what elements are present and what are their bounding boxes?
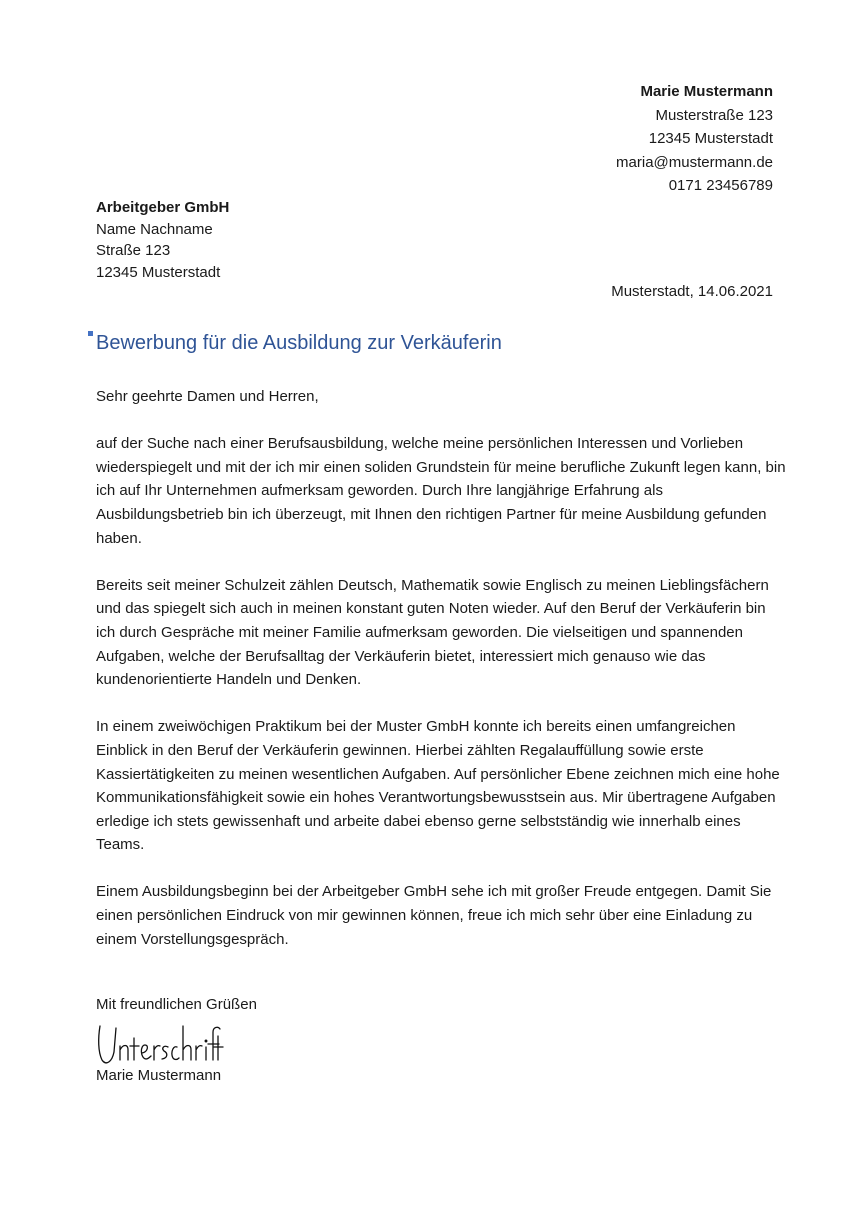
body-paragraph: In einem zweiwöchigen Praktikum bei der Muster GmbH konnte ich bereits einen umfangreichen Einblick in den Beruf der Verkäuferin gewinnen. Hierbei zählten Regalauffüllung sowie erste Kassiertätigkeiten zu meinen wesentlichen Aufgaben. Auf persönlicher Ebene zeichnen mich eine hohe Kommunikationsfähigkeit sowie ein hohes Verantwortungsbewusstsein aus. Mir übertragene Aufgaben erledige ich stets gewissenhaft und arbeite dabei ebenso gerne selbstständig wie innerhalb eines Teams. xyxy=(96,718,780,854)
signer-name: Marie Mustermann xyxy=(96,1067,222,1084)
recipient-company: Arbeitgeber GmbH xyxy=(96,199,230,216)
body-paragraph: Einem Ausbildungsbeginn bei der Arbeitgeber GmbH sehe ich mit großer Freude entgegen. Damit Sie einen persönlichen Eindruck von mir gewinnen können, freue ich mich sehr über eine Einladung zu einem Vorstellungsgespräch. xyxy=(96,883,772,948)
sender-street: Musterstraße 123 xyxy=(655,106,773,124)
handwritten-signature xyxy=(94,1020,224,1068)
recipient-contact: Name Nachname xyxy=(96,220,213,238)
sender-city: 12345 Musterstadt xyxy=(648,130,773,147)
closing-phrase: Mit freundlichen Grüßen xyxy=(96,996,257,1013)
recipient-street: Straße 123 xyxy=(96,242,171,259)
recipient-address-block xyxy=(96,197,229,283)
sender-name: Marie Mustermann xyxy=(640,83,773,100)
body-paragraph: Bereits seit meiner Schulzeit zählen Deutsch, Mathematik sowie Englisch zu meinen Lieblingsfächern und das spiegelt sich auch in meinen konstant guten Noten wieder. Auf den Beruf der Verkäuferin bin ich durch Gespräche mit meiner Familie aufmerksam geworden. Die vielseitigen und spannenden Aufgaben, welche der Berufsalltag der Verkäuferin bietet, interessiert mich genauso wie das kundenorientierte Handeln und Denken. xyxy=(96,576,769,689)
recipient-city: 12345 Musterstadt xyxy=(96,263,221,281)
paragraph-marker-icon xyxy=(88,331,93,336)
letter-body xyxy=(96,385,786,975)
sender-phone: 0171 23456789 xyxy=(668,177,773,194)
letter-date: Musterstadt, 14.06.2021 xyxy=(611,283,773,300)
sender-address-block xyxy=(616,80,773,198)
sender-email: maria@mustermann.de xyxy=(616,153,773,171)
letter-subject: Bewerbung für die Ausbildung zur Verkäuferin xyxy=(96,332,502,354)
body-paragraph: auf der Suche nach einer Berufsausbildung, welche meine persönlichen Interessen und Vorlieben wiederspiegelt und mit der ich mir einen soliden Grundstein für meine berufliche Zukunft legen kann, bin ich auf Ihr Unternehmen aufmerksam geworden. Durch Ihre langjährige Erfahrung als Ausbildungsbetrieb bin ich überzeugt, mit Ihnen den richtigen Partner für meine Ausbildung gefunden haben. xyxy=(96,435,786,547)
salutation: Sehr geehrte Damen und Herren, xyxy=(96,388,319,405)
